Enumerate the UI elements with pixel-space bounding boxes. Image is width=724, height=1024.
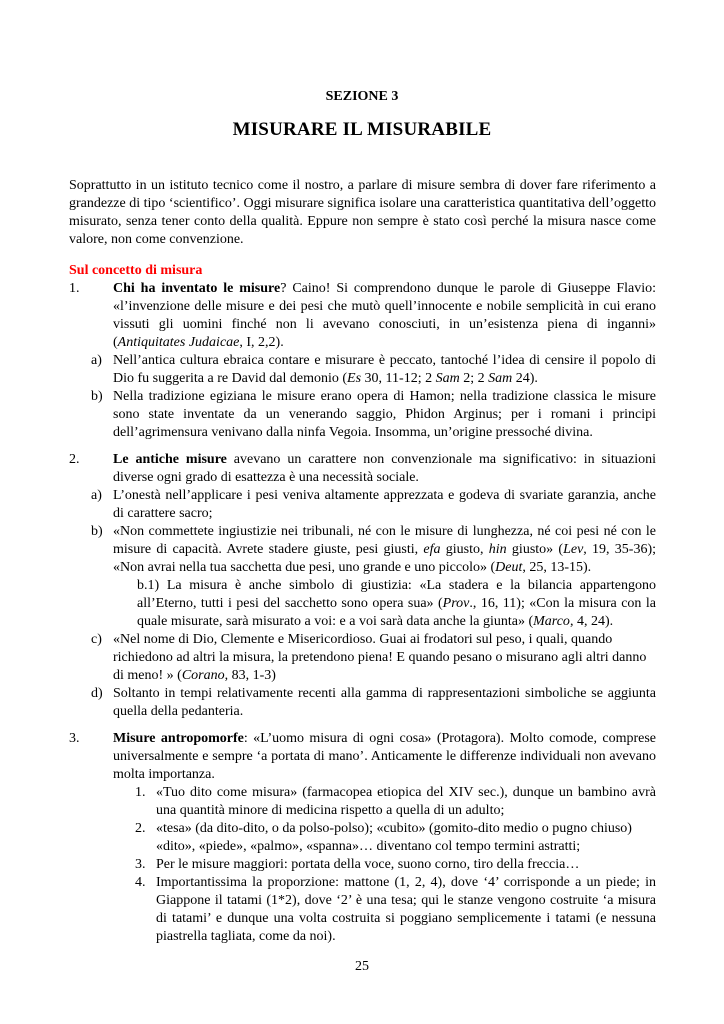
item-1a-es: Es bbox=[347, 371, 362, 386]
item-1-cite: Antiquitates Judaicae bbox=[117, 335, 240, 350]
item-3-sub1-label: 1. bbox=[135, 785, 146, 800]
item-2a-text: L’onestà nell’applicare i pesi veniva altamente apprezzata e godeva di svariate garanzia, anche di carattere sacro; bbox=[113, 488, 656, 521]
item-2c-end: , 83, 1-3) bbox=[224, 668, 276, 683]
item-2b1-body1: b.1) La misura è anche simbolo di giustizia: «La stadera e la bilancia appartengono all’Eterno, tutti i pesi del sacchetto sono opera sua» ( bbox=[137, 578, 656, 611]
page-number: 25 bbox=[355, 959, 369, 974]
item-2b1-body3: , 4, 24). bbox=[569, 614, 614, 629]
item-2b-body3: giusto» ( bbox=[506, 542, 564, 557]
page-title: MISURARE IL MISURABILE bbox=[232, 119, 492, 140]
item-2b-body2: giusto, bbox=[440, 542, 489, 557]
item-2-bold: Le antiche misure bbox=[113, 452, 227, 467]
item-2c-text bbox=[113, 631, 656, 685]
item-1-text bbox=[113, 280, 656, 352]
item-2-body: avevano un carattere non convenzionale ma significativo: in situazioni diverse ogni grado di esattezza è una necessità sociale. bbox=[113, 452, 656, 485]
item-2c-corano: Corano bbox=[181, 668, 225, 683]
item-2b-body5: , 25, 13-15). bbox=[522, 560, 592, 575]
item-2b1-prov: Prov bbox=[442, 596, 470, 611]
item-3-sub4-label: 4. bbox=[135, 875, 146, 890]
item-3-sub3-text: Per le misure maggiori: portata della voce, suono corno, tiro della freccia… bbox=[156, 857, 580, 872]
item-3-sub2-text: «tesa» (da dito-dito, o da polso-polso); «cubito» (gomito-dito medio o pugno chiuso) «dito», «piede», «palmo», «spanna»… diventano col tempo termini astratti; bbox=[156, 821, 632, 854]
item-1-number: 1. bbox=[69, 281, 80, 296]
item-2b1-body2: ., 16, 11); «Con la misura con la quale misurate, sarà misurato a voi: e a voi sarà data anche la giunta» ( bbox=[137, 596, 656, 629]
item-1a-sam2: Sam bbox=[488, 371, 513, 386]
item-2b-text bbox=[113, 523, 656, 577]
item-2b-hin: hin bbox=[488, 542, 507, 557]
item-2d-label: d) bbox=[91, 686, 103, 701]
item-3-number: 3. bbox=[69, 731, 80, 746]
item-1b-text: Nella tradizione egiziana le misure erano opera di Hamon; nella tradizione classica le misure sono state inventate da un venerando saggio, Phidon Arginus; per i romani i principi dell’agrimensura venivano dalla ninfa Vegoia. Insomma, un’origine pressoché divina. bbox=[113, 389, 656, 440]
item-1a-end: 24). bbox=[512, 371, 538, 386]
item-2b1-text bbox=[137, 577, 656, 631]
item-1b-label: b) bbox=[91, 389, 103, 404]
item-1a-mid2: 2; 2 bbox=[459, 371, 489, 386]
item-3-sub4-text: Importantissima la proporzione: mattone (1, 2, 4), dove ‘4’ corrisponde a un piede; in Giappone il tatami (1*2), dove ‘2’ è una tesa; qui le stanze vengono costruite ‘a misura di tatami’ e dunque una volta costruita si poggiano semplicemente i tatami (e nessuna piastrella tagliata, come da noi). bbox=[156, 875, 656, 944]
item-1a-text bbox=[113, 352, 656, 388]
item-3-bold: Misure antropomorfe bbox=[113, 731, 244, 746]
section-label: SEZIONE 3 bbox=[325, 89, 399, 104]
item-1-bold: Chi ha inventato le misure bbox=[113, 281, 281, 296]
item-1a-body: Nell’antica cultura ebraica contare e misurare è peccato, tantoché l’idea di censire il popolo di Dio fu suggerita a re David dal demonio ( bbox=[113, 353, 656, 386]
intro-paragraph: Soprattutto in un istituto tecnico come il nostro, a parlare di misure sembra di dover fare riferimento a grandezze di tipo ‘scientifico’. Oggi misurare significa isolare una caratteristica quantitativa dell’oggetto misurato, senza tener conto della qualità. Eppure non sempre è stato così perché la misura nasce come valore, non come convenzione. bbox=[69, 178, 656, 247]
item-2-number: 2. bbox=[69, 452, 80, 467]
item-1-body: ? Caino! Si comprendono dunque le parole di Giuseppe Flavio: «l’invenzione delle misure e dei pesi che mutò quell’innocente e nobile semplicità in cui erano vissuti gli uomini finché non li avevano conosciuti, in un’esistenza piena di inganni» ( bbox=[113, 281, 656, 350]
item-1a-mid: 30, 11-12; 2 bbox=[361, 371, 436, 386]
item-2c-body: «Nel nome di Dio, Clemente e Misericordioso. Guai ai frodatori sul peso, i quali, quando richiedono ad altri la misura, la pretendono piena! E quando pesano o misurano agli altri danno di meno! » ( bbox=[113, 632, 647, 683]
item-2-text bbox=[113, 451, 656, 487]
subsection-heading: Sul concetto di misura bbox=[69, 263, 203, 278]
item-1a-label: a) bbox=[91, 353, 102, 368]
item-3-sub2-label: 2. bbox=[135, 821, 146, 836]
item-1a-sam1: Sam bbox=[435, 371, 460, 386]
item-2b-lev: Lev bbox=[563, 542, 584, 557]
item-1-cite-tail: , I, 2,2). bbox=[239, 335, 284, 350]
item-2b-body1: «Non commettete ingiustizie nei tribunali, né con le misure di lunghezza, né coi pesi né con le misure di capacità. Avrete stadere giuste, pesi giusti, bbox=[113, 524, 656, 557]
item-3-body: : «L’uomo misura di ogni cosa» (Protagora). Molto comode, comprese universalmente e sempre ‘a portata di mano’. Anticamente le differenze individuali non avevano molta importanza. bbox=[113, 731, 656, 782]
item-2b-efa: efa bbox=[423, 542, 441, 557]
item-3-sub3-label: 3. bbox=[135, 857, 146, 872]
item-3-text bbox=[113, 730, 656, 784]
item-2a-label: a) bbox=[91, 488, 102, 503]
item-2b-body4: , 19, 35-36); «Non avrai nella tua sacchetta due pesi, uno grande e uno piccolo» ( bbox=[113, 542, 657, 575]
item-2b-deut: Deut bbox=[495, 560, 523, 575]
item-2b1-marco: Marco bbox=[533, 614, 570, 629]
item-2d-text: Soltanto in tempi relativamente recenti alla gamma di rappresentazioni simboliche se aggiunta quella della pedanteria. bbox=[113, 686, 656, 719]
item-3-sub1-text: «Tuo dito come misura» (farmacopea etiopica del XIV sec.), dunque un bambino avrà una quantità minore di medicina rispetto a quella di un adulto; bbox=[156, 785, 656, 818]
item-2c-label: c) bbox=[91, 632, 102, 647]
item-2b-label: b) bbox=[91, 524, 103, 539]
